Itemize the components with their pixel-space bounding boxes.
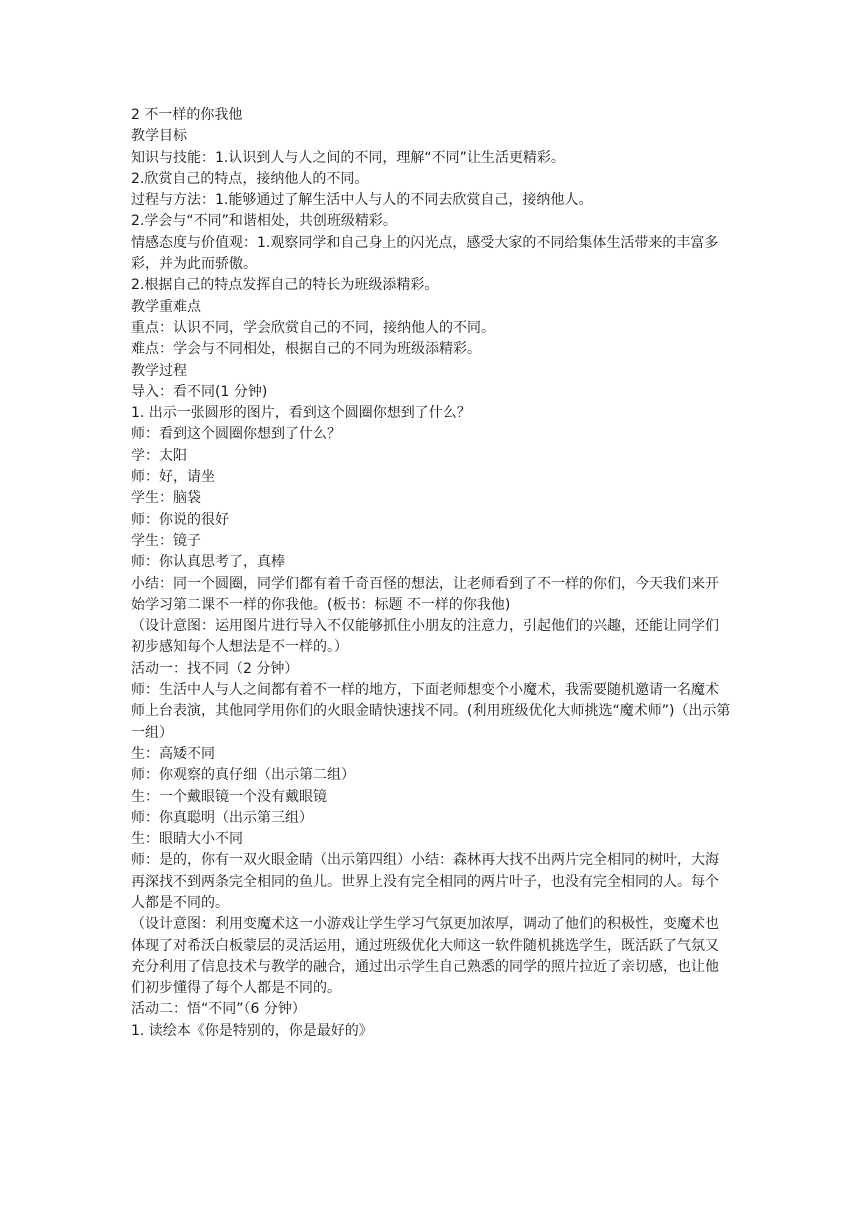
- text-line: 师：看到这个圆圈你想到了什么？: [131, 426, 341, 443]
- text-line: 活动二：悟“不同”（6 分钟）: [131, 1001, 306, 1018]
- text-line: 活动一：找不同（2 分钟）: [131, 660, 299, 677]
- section-heading-key-points: 教学重难点: [131, 298, 201, 315]
- text-line: 知识与技能：1.认识到人与人之间的不同，理解“不同”让生活更精彩。: [131, 149, 565, 166]
- text-line: 小结：同一个圆圈，同学们都有着千奇百怪的想法，让老师看到了不一样的你们，今天我们来开始学习第二课不一样的你我他。(板书：标题 不一样的你我他): [131, 575, 719, 613]
- text-line: （设计意图：运用图片进行导入不仅能够抓住小朋友的注意力，引起他们的兴趣，还能让同学们初步感知每个人想法是不一样的。）: [131, 618, 719, 656]
- text-line: 学：太阳: [131, 447, 187, 464]
- text-line: 2.学会与“不同”和谐相处，共创班级精彩。: [131, 213, 397, 230]
- section-heading-objectives: 教学目标: [131, 128, 187, 145]
- text-line: （设计意图：利用变魔术这一小游戏让学生学习气氛更加浓厚，调动了他们的积极性，变魔术也体现了对希沃白板蒙层的灵活运用，通过班级优化大师这一软件随机挑选学生，既活跃了气氛又充分利用了信息技术与教学的融合，通过出示学生自己熟悉的同学的照片拉近了亲切感，也让他们初步懂得了每个人都是不同的。: [131, 916, 719, 997]
- text-line: 师：你真聪明（出示第三组）: [131, 809, 313, 826]
- text-line: 2.欣赏自己的特点，接纳他人的不同。: [131, 170, 369, 187]
- text-line: 1. 出示一张圆形的图片，看到这个圆圈你想到了什么？: [131, 405, 471, 422]
- text-line: 难点：学会与不同相处，根据自己的不同为班级添精彩。: [131, 341, 481, 358]
- text-line: 生：眼睛大小不同: [131, 831, 243, 848]
- text-line: 2.根据自己的特点发挥自己的特长为班级添精彩。: [131, 277, 439, 294]
- lesson-title: 2 不一样的你我他: [131, 107, 243, 123]
- text-line: 重点：认识不同，学会欣赏自己的不同，接纳他人的不同。: [131, 319, 495, 336]
- text-line: 过程与方法：1.能够通过了解生活中人与人的不同去欣赏自己，接纳他人。: [131, 192, 593, 209]
- text-line: 师：好，请坐: [131, 469, 215, 486]
- section-heading-process: 教学过程: [131, 362, 187, 379]
- text-line: 师：你认真思考了，真棒: [131, 554, 285, 571]
- text-line: 学生：镜子: [131, 532, 201, 549]
- text-line: 情感态度与价值观：1.观察同学和自己身上的闪光点，感受大家的不同给集体生活带来的丰富多彩，并为此而骄傲。: [131, 234, 719, 273]
- text-line: 师：生活中人与人之间都有着不一样的地方，下面老师想变个小魔术，我需要随机邀请一名魔术师上台表演，其他同学用你们的火眼金睛快速找不同。(利用班级优化大师挑选“魔术师”)（出示第一组）: [131, 682, 731, 741]
- text-line: 1. 读绘本《你是特别的，你是最好的》: [131, 1022, 373, 1039]
- text-line: 师：你观察的真仔细（出示第二组）: [131, 767, 355, 784]
- text-line: 生：一个戴眼镜一个没有戴眼镜: [131, 788, 327, 805]
- text-line: 生：高矮不同: [131, 745, 215, 762]
- text-line: 导入：看不同(1 分钟): [131, 383, 268, 400]
- text-line: 学生：脑袋: [131, 490, 201, 507]
- text-line: 师：是的，你有一双火眼金睛（出示第四组）小结：森林再大找不出两片完全相同的树叶，大海再深找不到两条完全相同的鱼儿。世界上没有完全相同的两片叶子，也没有完全相同的人。每个人都是不同的。: [131, 852, 719, 911]
- document-body: [131, 105, 731, 1042]
- text-line: 师：你说的很好: [131, 511, 229, 528]
